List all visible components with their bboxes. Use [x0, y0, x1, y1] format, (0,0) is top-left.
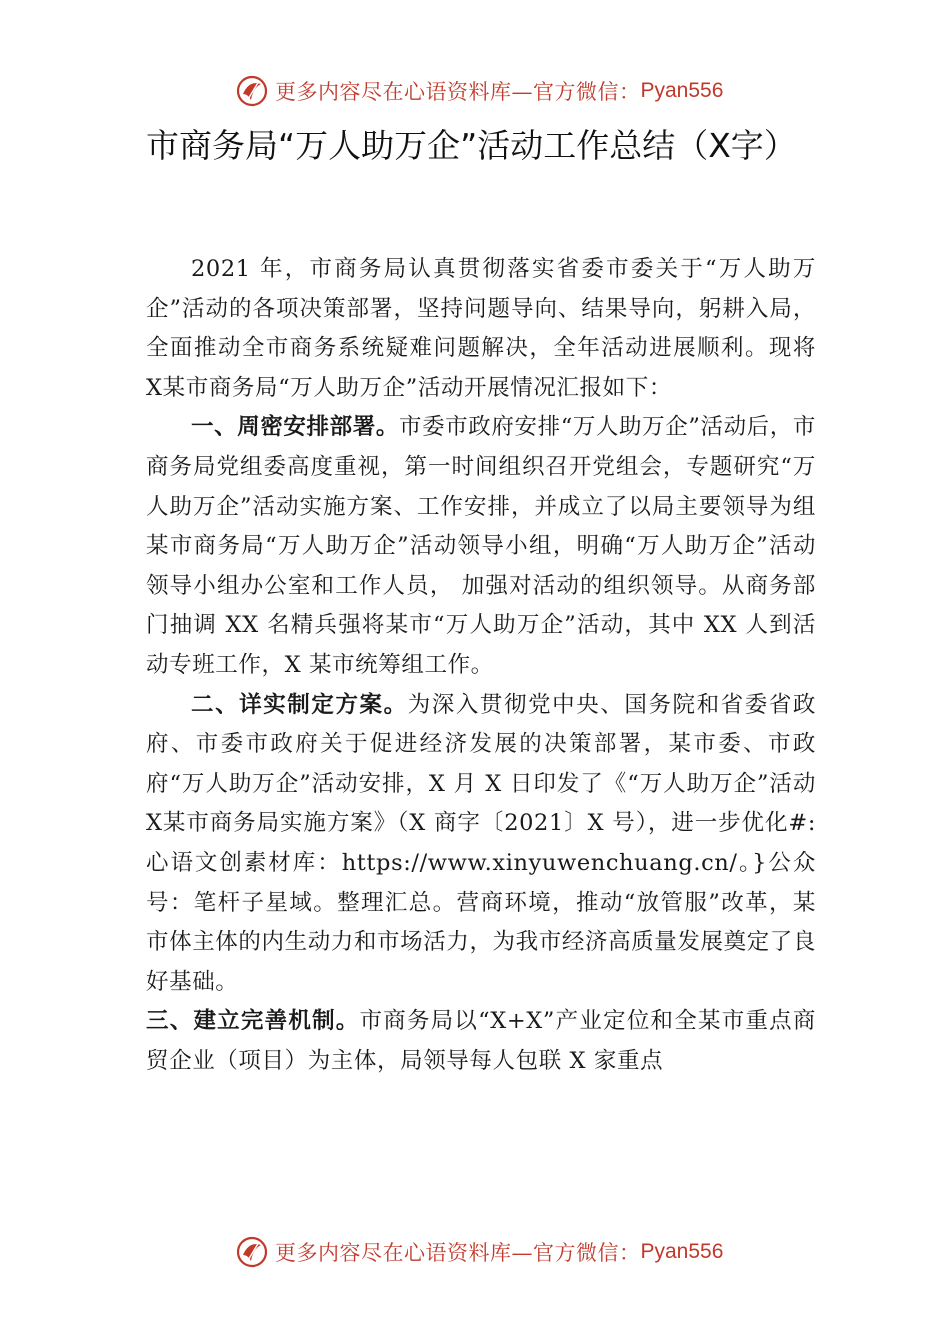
- brand-logo-icon: [235, 74, 269, 108]
- header-banner-text: 更多内容尽在心语资料库—官方微信：: [275, 80, 641, 104]
- section-3-paragraph: [146, 1002, 816, 1081]
- header-wechat-id: Pyan556: [640, 79, 724, 102]
- footer-wechat-id: Pyan556: [640, 1240, 724, 1263]
- footer-banner: [235, 1232, 755, 1272]
- header-banner: [235, 71, 755, 111]
- section-3-heading: 三、建立完善机制。: [146, 1008, 360, 1035]
- page-title: 市商务局“万人助万企”活动工作总结（X字）: [146, 126, 797, 165]
- section-2-heading: 二、详实制定方案。: [191, 691, 408, 718]
- footer-banner-text: 更多内容尽在心语资料库—官方微信：: [275, 1241, 641, 1265]
- intro-paragraph: 2021 年，市商务局认真贯彻落实省委市委关于“万人助万企”活动的各项决策部署，坚持问题导向、结果导向，躬耕入局，全面推动全市商务系统疑难问题解决，全年活动进展顺利。现将 X某市商务局“万人助万企”活动开展情况汇报如下：: [146, 256, 816, 401]
- section-2-text-a: 为深入贯彻党中央、国务院和省委省政府、市委市政府关于促进经济发展的决策部署，某市委、市政府“万人助万企”活动安排，X 月 X 日印发了《“万人助万企”活动 X某市商务局实施方案》（X 商字〔2021〕X 号），进一步优化#:心语文创素材库：: [146, 691, 816, 876]
- section-2-paragraph: [146, 686, 816, 1003]
- section-1-text: 市委市政府安排“万人助万企”活动后，市商务局党组委高度重视，第一时间组织召开党组会，专题研究“万人助万企”活动实施方案、工作安排，并成立了以局主要领导为组某市商务局“万人助万企”活动领导小组，明确“万人助万企”活动领导小组办公室和工作人员， 加强对活动的组织领导。从商务部门抽调 XX 名精兵强将某市“万人助万企”活动，其中 XX 人到活动专班工作，X 某市统筹组工作。: [146, 414, 816, 678]
- section-3-text: 市商务局以“X+X”产业定位和全某市重点商贸企业（项目）为主体，局领导每人包联 X 家重点: [146, 1008, 816, 1074]
- section-1-paragraph: [146, 408, 816, 685]
- document-body: [146, 250, 816, 1081]
- section-2-text-b: 。}公众号：笔杆子星域。整理汇总。营商环境，推动“放管服”改革，某市体主体的内生动力和市场活力，为我市经济高质量发展奠定了良好基础。: [146, 849, 816, 995]
- section-1-heading: 一、周密安排部署。: [191, 414, 399, 441]
- brand-logo-icon: [235, 1235, 269, 1269]
- section-2-url: https://www.xinyuwenchuang.cn/: [341, 849, 738, 876]
